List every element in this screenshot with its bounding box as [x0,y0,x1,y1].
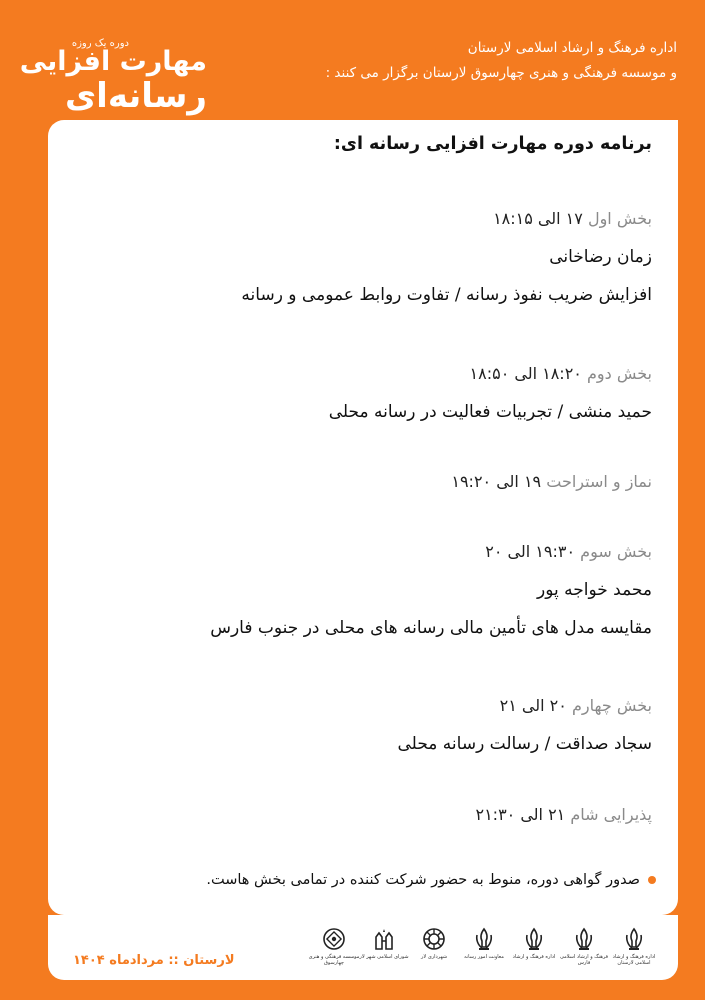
section-time: ۱۷ الی ۱۸:۱۵ [493,209,583,228]
bullet-dot-icon [648,876,656,884]
section-line: مقایسه مدل های تأمین مالی رسانه های محلی در جنوب فارس [210,618,652,638]
section-3 [451,471,652,493]
section-time: ۱۹ الی ۱۹:۲۰ [451,472,542,491]
sponsor-logo [308,927,360,977]
section-line: افزایش ضریب نفوذ رسانه / تفاوت روابط عمومی و رسانه [241,285,652,305]
sponsor-logo [359,927,409,977]
section-header [329,363,652,385]
certificate-note-text: صدور گواهی دوره، منوط به حضور شرکت کننده در تمامی بخش هاست. [206,872,640,888]
sponsor-name: موسسه فرهنگی و هنری چهارسوق [308,954,360,966]
section-time: ۲۰ الی ۲۱ [499,696,567,715]
intro-line-2: و موسسه فرهنگی و هنری چهارسوق لارستان برگزار می کنند : [325,65,677,81]
sponsor-name: فرهنگ و ارشاد اسلامی فارس [559,954,609,966]
section-line: سجاد صداقت / رسالت رسانه محلی [397,734,652,754]
section-time: ۱۸:۲۰ الی ۱۸:۵۰ [469,364,582,383]
section-label: پذیرایی شام [570,805,652,824]
section-time: ۲۱ الی ۲۱:۳۰ [475,805,566,824]
sponsor-logo [462,927,506,977]
program-title: برنامه دوره مهارت افزایی رسانه ای: [333,134,652,154]
iran-emblem-icon [523,927,545,951]
section-4 [210,541,652,639]
certificate-note [206,872,656,888]
intro-line-1: اداره فرهنگ و ارشاد اسلامی لارستان [467,40,677,56]
section-header [398,695,652,717]
section-label: نماز و استراحت [546,472,652,491]
sponsor-name: شهرداری لار [420,954,448,960]
iran-emblem-icon [573,927,595,951]
section-5 [398,695,652,755]
program-card [48,120,678,915]
section-1 [241,208,652,306]
sponsor-name: اداره فرهنگ و ارشاد [512,954,556,960]
iran-emblem-icon [623,927,645,951]
section-line: محمد خواجه پور [537,580,652,600]
section-label: بخش سوم [580,542,652,561]
sponsor-name: شورای اسلامی شهر لار [359,954,409,960]
section-header [475,804,652,826]
sponsor-logo [612,927,656,977]
sponsor-logo [512,927,556,977]
municipality-icon [423,927,445,951]
council-icon [373,927,395,951]
section-time: ۱۹:۳۰ الی ۲۰ [485,542,576,561]
sponsor-name: اداره فرهنگ و ارشاد اسلامی لارستان [612,954,656,966]
section-header [241,208,652,230]
logo-caption: دوره یک روزه [71,38,129,49]
sponsor-name: معاونت امور رسانه [464,954,504,960]
section-6 [475,804,652,826]
section-line: زمان رضاخانی [549,247,652,267]
section-2 [329,363,652,423]
section-header [210,541,652,563]
logo-line-1: مهارت افزایی [19,46,207,77]
sponsor-logo [559,927,609,977]
footer [48,915,678,980]
section-label: بخش چهارم [571,696,652,715]
logo-line-2: رسانه‌ای [65,76,207,116]
iran-emblem-icon [473,927,495,951]
section-label: بخش اول [587,209,652,228]
section-header [451,471,652,493]
section-line: حمید منشی / تجربیات فعالیت در رسانه محلی [328,402,652,422]
organizers-intro [257,36,677,86]
footer-date: لارستان :: مردادماه ۱۴۰۴ [73,953,235,968]
sponsor-logo [412,927,456,977]
course-logo [19,26,215,116]
chaharsogh-icon [323,927,345,951]
section-label: بخش دوم [586,364,652,383]
